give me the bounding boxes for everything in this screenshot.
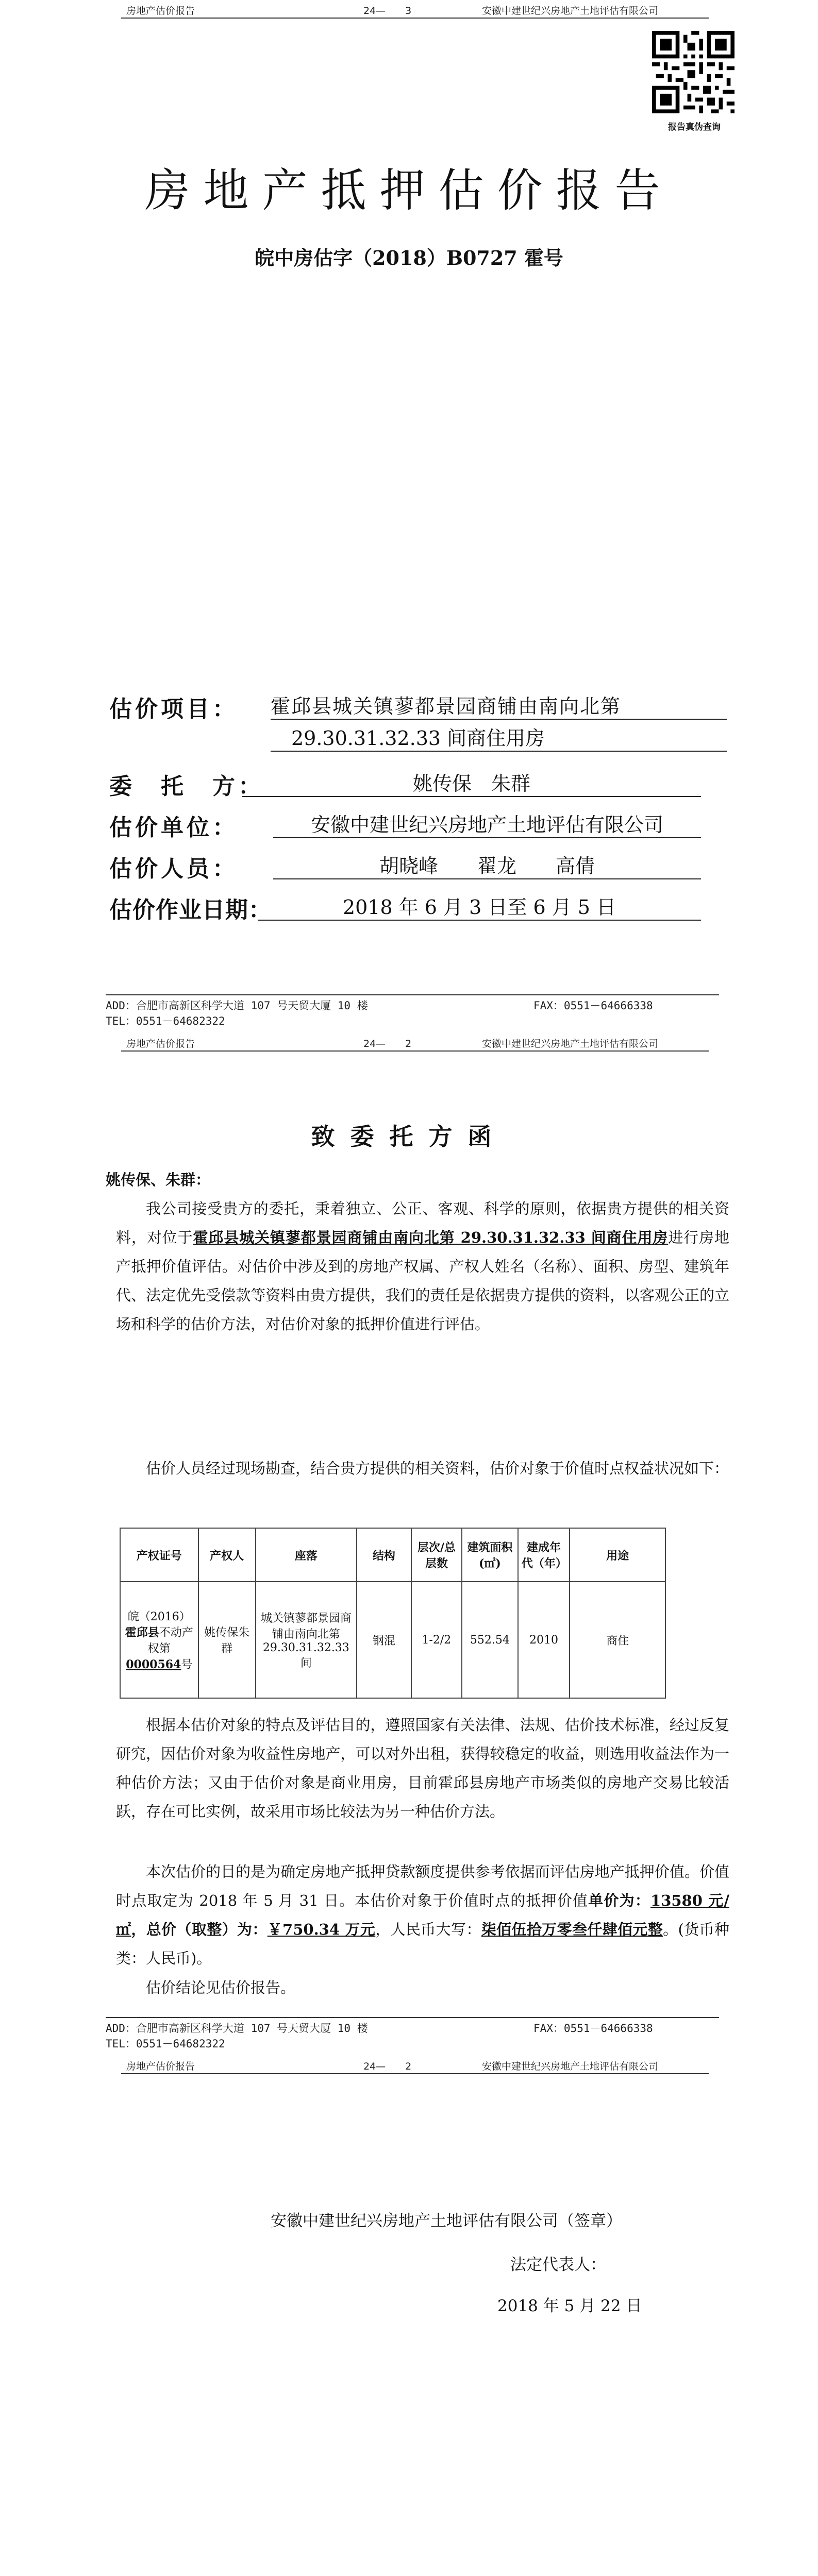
footer-fax: FAX：0551－64666338 [533, 999, 653, 1012]
field-value-client: 姚传保 朱群 [242, 768, 701, 797]
total-price-words: 柒佰伍拾万零叁仟肆佰元整 [481, 1921, 663, 1938]
th-area: 建筑面积(㎡) [462, 1528, 518, 1582]
cell-owner: 姚传保朱群 [198, 1582, 256, 1698]
field-label-appraisers: 估价人员： [109, 856, 238, 882]
signature-representative: 法定代表人： [510, 2256, 606, 2274]
footer-address: ADD：合肥市高新区科学大道 107 号天贸大厦 10 楼 [106, 999, 368, 1012]
cell-location: 城关镇蓼都景园商铺由南向北第29.30.31.32.33间 [256, 1582, 357, 1698]
header-left: 房地产估价报告 [126, 5, 195, 16]
letter-paragraph-4: 本次估价的目的是为确定房地产抵押贷款额度提供参考依据而评估房地产抵押价值。价值时点取定为 2018 年 5 月 31 日。本估价对象于价值时点的抵押价值单价为：13580 元/㎡，总价（取整）为：￥750.34 万元，人民币大写：柒佰伍拾万零叁仟肆佰元整。(货币种类：人民币)。 [116, 1863, 729, 1967]
cell-structure: 钢混 [357, 1582, 411, 1698]
header-left: 房地产估价报告 [126, 2061, 195, 2072]
field-value-work-date: 2018 年 6 月 3 日至 6 月 5 日 [258, 891, 701, 921]
cell-use: 商住 [570, 1582, 665, 1698]
field-label-work-date: 估价作业日期： [109, 897, 272, 923]
page-header [121, 2056, 709, 2074]
report-number: 皖中房估字（2018）B0727 霍号 [255, 246, 563, 269]
field-label-project: 估价项目： [109, 696, 238, 722]
header-company: 安徽中建世纪兴房地产土地评估有限公司 [482, 1038, 659, 1049]
th-structure: 结构 [357, 1528, 411, 1582]
cell-area: 552.54 [462, 1582, 518, 1698]
th-year: 建成年代（年） [518, 1528, 570, 1582]
th-cert: 产权证号 [120, 1528, 198, 1582]
cell-floor: 1-2/2 [411, 1582, 462, 1698]
header-left: 房地产估价报告 [126, 1038, 195, 1049]
total-price: ￥750.34 万元 [267, 1921, 376, 1938]
footer-tel: TEL：0551－64682322 [106, 1015, 225, 1027]
field-value-appraiser-unit: 安徽中建世纪兴房地产土地评估有限公司 [273, 809, 701, 838]
header-page: 24— 2 [363, 1038, 412, 1049]
page-header [121, 1033, 709, 1052]
field-value-project-line1: 霍邱县城关镇蓼都景园商铺由南向北第 [271, 690, 727, 720]
signature-company: 安徽中建世纪兴房地产土地评估有限公司（签章） [271, 2212, 622, 2230]
table-row [120, 1582, 665, 1698]
th-location: 座落 [256, 1528, 357, 1582]
field-value-project-line2: 29.30.31.32.33 间商住用房 [271, 722, 727, 752]
signature-date: 2018 年 5 月 22 日 [497, 2297, 642, 2315]
qr-caption: 报告真伪查询 [668, 122, 721, 132]
th-use: 用途 [570, 1528, 665, 1582]
report-title: 房地产抵押估价报告 [144, 164, 674, 217]
header-page: 24— 3 [363, 5, 412, 16]
footer-address: ADD：合肥市高新区科学大道 107 号天贸大厦 10 楼 [106, 2022, 368, 2035]
unit-price: 13580 元/㎡ [116, 1892, 729, 1938]
header-company: 安徽中建世纪兴房地产土地评估有限公司 [482, 5, 659, 16]
field-label-client: 委 托 方： [109, 773, 264, 800]
footer-fax: FAX：0551－64666338 [533, 2022, 653, 2035]
letter-paragraph-5: 估价结论见估价报告。 [146, 1979, 296, 1996]
letter-addressee: 姚传保、朱群： [106, 1171, 211, 1189]
rights-table [120, 1528, 666, 1699]
header-page: 24— 2 [363, 2061, 412, 2072]
property-address: 霍邱县城关镇蓼都景园商铺由南向北第 29.30.31.32.33 间商住用房 [193, 1229, 669, 1246]
cell-year: 2010 [518, 1582, 570, 1698]
page-footer [106, 2017, 719, 2049]
letter-paragraph-2: 估价人员经过现场勘查，结合贵方提供的相关资料，估价对象于价值时点权益状况如下： [146, 1460, 729, 1477]
letter-paragraph-3: 根据本估价对象的特点及评估目的，遵照国家有关法律、法规、估价技术标准，经过反复研究，因估价对象为收益性房地产，可以对外出租，获得较稳定的收益，则选用收益法作为一种估价方法；又由于估价对象是商业用房，目前霍邱县房地产市场类似的房地产交易比较活跃，存在可比实例，故采用市场比较法为另一种估价方法。 [116, 1716, 729, 1820]
footer-tel: TEL：0551－64682322 [106, 2038, 225, 2050]
field-label-appraiser-unit: 估价单位： [109, 815, 238, 841]
th-floor: 层次/总层数 [411, 1528, 462, 1582]
header-company: 安徽中建世纪兴房地产土地评估有限公司 [482, 2061, 659, 2072]
letter-paragraph-1: 我公司接受贵方的委托，秉着独立、公正、客观、科学的原则，依据贵方提供的相关资料，对位于霍邱县城关镇蓼都景园商铺由南向北第 29.30.31.32.33 间商住用房进行房地产抵押价值评估。对估价中涉及到的房地产权属、产权人姓名（名称）、面积、房型、建筑年代、法定优先受偿款等资料由贵方提供，我们的责任是依据贵方提供的资料，以客观公正的立场和科学的估价方法，对估价对象的抵押价值进行评估。 [116, 1200, 729, 1333]
page-footer [106, 994, 719, 1026]
field-value-appraisers: 胡晓峰 翟龙 高倩 [273, 850, 701, 879]
letter-title: 致委托方函 [311, 1123, 507, 1150]
th-owner: 产权人 [198, 1528, 256, 1582]
cell-cert: 皖（2016）霍邱县不动产权第0000564号 [120, 1582, 198, 1698]
qr-code-icon[interactable] [652, 31, 734, 113]
page-header [121, 0, 709, 19]
